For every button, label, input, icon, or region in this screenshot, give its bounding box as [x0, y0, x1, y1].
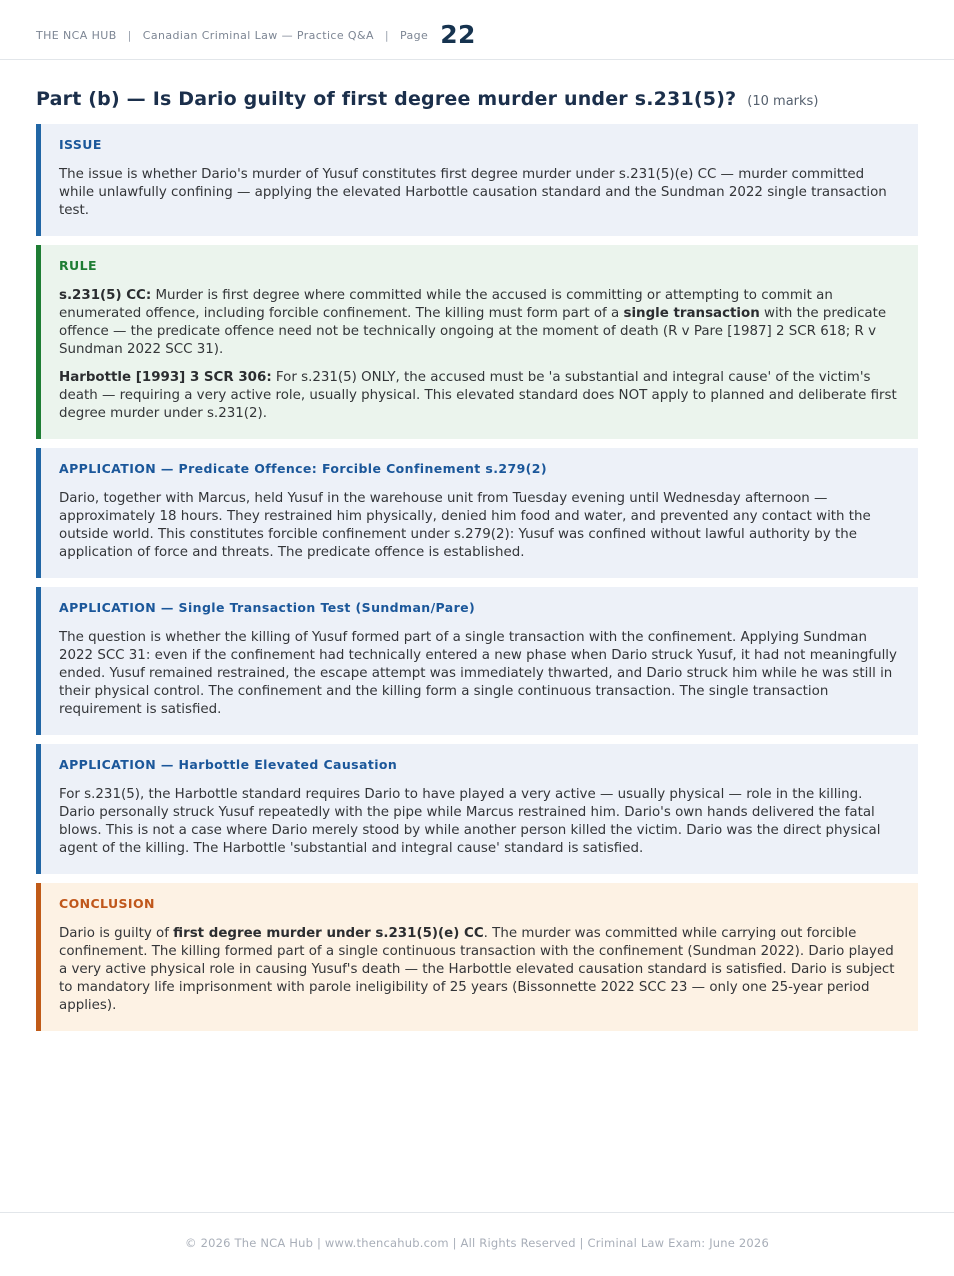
conclusion-heading: CONCLUSION [59, 895, 155, 911]
page-title: Part (b) — Is Dario guilty of first degree murder under s.231(5)? [36, 87, 737, 110]
page-label: Page [400, 28, 429, 42]
header-separator: | [384, 28, 389, 42]
statute-cite-label: s.231(5) CC: [59, 287, 152, 303]
page-number: 22 [440, 20, 476, 49]
issue-heading: ISSUE [59, 136, 102, 152]
text-run: The question is whether the killing of Yusuf formed part of a single transaction with the confinement. Applying Sundman 2022 SCC 31: even if the confinement had technically entered a new phase when Dario struck Yusuf, it had not meaningfully ended. Yusuf remained restrained, the escape attempt was immediately thwarted, and Dario struck him while he was still in their physical control. The confinement and the killing form a single continuous transaction. The single transaction requirement is satisfied. [59, 629, 897, 717]
page-footer [0, 1212, 954, 1276]
application-single-transaction-paragraph [59, 629, 900, 719]
application-single-transaction-heading: APPLICATION — Single Transaction Test (Sundman/Pare) [59, 599, 476, 615]
verdict-emphasis: first degree murder under s.231(5)(e) CC [173, 925, 484, 941]
answer-content [0, 60, 954, 1040]
rule-section [36, 245, 918, 439]
text-run: with the predicate offence — the predicate offence need not be technically ongoing at the moment of death (R v Pare [1987] 2 SCR 618; R v Sundman 2022 SCC 31). [59, 305, 887, 357]
single-transaction-emphasis: single transaction [623, 305, 760, 321]
text-run: . The murder was committed while carrying out forcible confinement. The killing formed part of a single continuous transaction with the confinement (Sundman 2022). Dario played a very active physical role in causing Yusuf's death — the Harbottle elevated causation standard is satisfied. Dario is subject to mandatory life imprisonment with parole ineligibility of 25 years (Bissonnette 2022 SCC 23 — only one 25-year period applies). [59, 925, 895, 1013]
application-harbottle-heading: APPLICATION — Harbottle Elevated Causation [59, 756, 398, 772]
issue-section [36, 124, 918, 236]
application-single-transaction-section [36, 587, 918, 735]
text-run: For s.231(5) ONLY, the accused must be 'a substantial and integral cause' of the victim's death — requiring a very active role, usually physical. This elevated standard does NOT apply to planned and deliberate first degree murder under s.231(2). [59, 369, 897, 421]
conclusion-paragraph [59, 925, 900, 1015]
application-predicate-offence-paragraph [59, 490, 900, 562]
application-harbottle-section [36, 744, 918, 874]
text-run: Dario is guilty of [59, 925, 174, 941]
rule-paragraph-harbottle [59, 369, 900, 423]
rule-paragraph-statute [59, 287, 900, 359]
conclusion-section [36, 883, 918, 1031]
application-predicate-offence-section [36, 448, 918, 578]
text-run: For s.231(5), the Harbottle standard requires Dario to have played a very active — usually physical — role in the killing. Dario personally struck Yusuf repeatedly with the pipe while Marcus restrained him. Dario's own hands delivered the fatal blows. This is not a case where Dario merely stood by while another person killed the victim. Dario was the direct physical agent of the killing. The Harbottle 'substantial and integral cause' standard is satisfied. [59, 786, 881, 856]
text-run: The issue is whether Dario's murder of Yusuf constitutes first degree murder under s.231(5)(e) CC — murder committed while unlawfully confining — applying the elevated Harbottle causation standard and the Sundman 2022 single transaction test. [59, 166, 887, 218]
footer-text: © 2026 The NCA Hub | www.thencahub.com | All Rights Reserved | Criminal Law Exam: June 2026 [185, 1236, 769, 1250]
title-row [36, 88, 918, 110]
issue-paragraph [59, 166, 900, 220]
course-label: Canadian Criminal Law — Practice Q&A [142, 28, 374, 42]
rule-heading: RULE [59, 257, 97, 273]
text-run: Dario, together with Marcus, held Yusuf in the warehouse unit from Tuesday evening until Wednesday afternoon — approximately 18 hours. They restrained him physically, denied him food and water, and prevented any contact with the outside world. This constitutes forcible confinement under s.279(2): Yusuf was confined without lawful authority by the application of force and threats. The predicate offence is established. [59, 490, 871, 560]
page-header [0, 0, 954, 60]
application-predicate-offence-heading: APPLICATION — Predicate Offence: Forcible Confinement s.279(2) [59, 460, 547, 476]
brand-label: THE NCA HUB [36, 28, 117, 42]
harbottle-cite-label: Harbottle [1993] 3 SCR 306: [59, 369, 272, 385]
text-run: Murder is first degree where committed while the accused is committing or attempting to commit an enumerated offence, including forcible confinement. The killing must form part of a [59, 287, 833, 321]
marks-badge: (10 marks) [747, 93, 819, 109]
application-harbottle-paragraph [59, 786, 900, 858]
header-separator: | [127, 28, 132, 42]
